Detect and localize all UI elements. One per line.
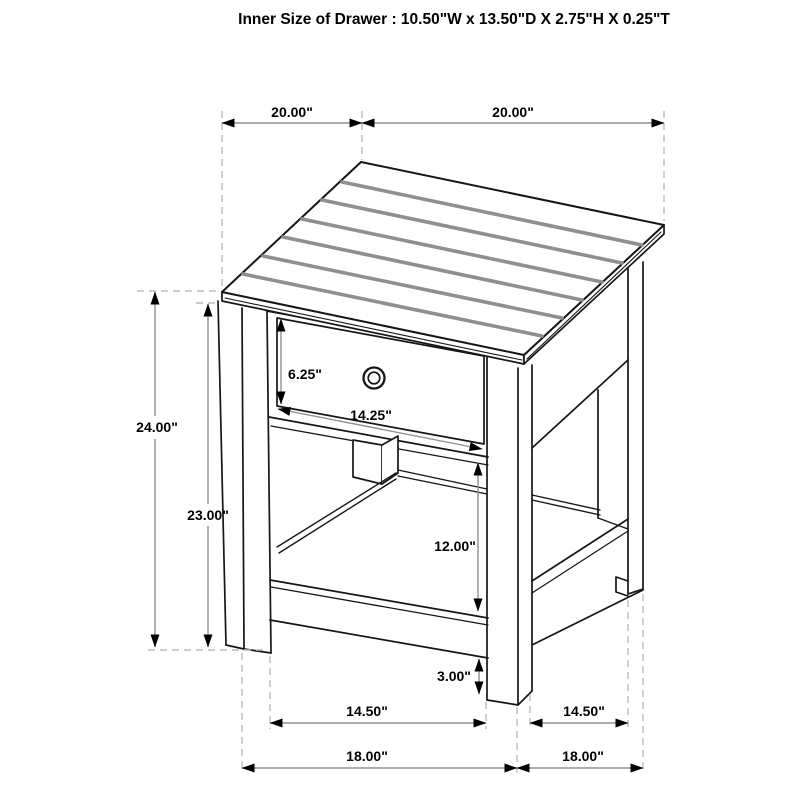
label-overall-height: 24.00" xyxy=(136,419,178,435)
label-height-under-top: 23.00" xyxy=(187,507,229,523)
label-drawer-width: 14.25" xyxy=(350,407,392,423)
table-drawing xyxy=(218,162,664,705)
label-front-leg-span: 14.50" xyxy=(346,703,388,719)
label-side-leg-span: 14.50" xyxy=(563,703,605,719)
front-left-leg xyxy=(218,301,271,653)
bottom-front-rail xyxy=(270,580,488,658)
label-drawer-height: 6.25" xyxy=(288,366,322,382)
label-compartment-height: 12.00" xyxy=(434,538,476,554)
label-top-width-left: 20.00" xyxy=(271,104,313,120)
side-shelf-edges xyxy=(532,495,628,529)
label-side-overall: 18.00" xyxy=(562,748,604,764)
side-bottom-rail xyxy=(532,519,643,645)
front-right-leg xyxy=(487,352,532,705)
side-apron-bottom-edge xyxy=(532,360,628,448)
label-top-width-right: 20.00" xyxy=(492,104,534,120)
back-right-leg xyxy=(616,262,643,596)
front-face xyxy=(218,301,532,705)
drawing-title: Inner Size of Drawer : 10.50"W x 13.50"D X 2.75"H X 0.25"T xyxy=(238,11,670,28)
label-front-overall: 18.00" xyxy=(346,748,388,764)
label-foot-clearance: 3.00" xyxy=(437,668,471,684)
center-support-block xyxy=(353,436,398,484)
